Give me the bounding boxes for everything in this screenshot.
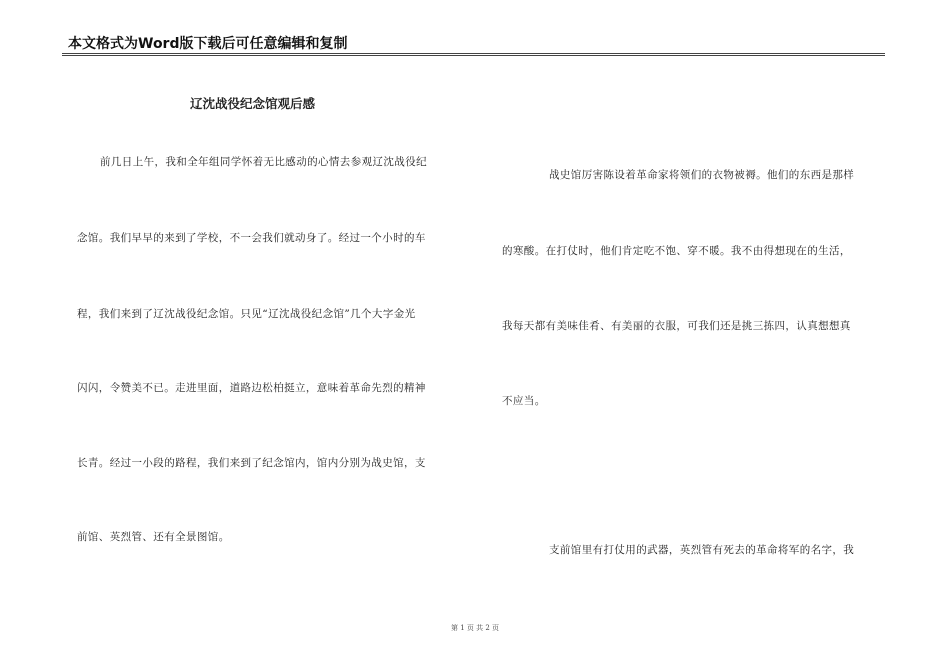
left-paragraph-line: 前馆、英烈管、还有全景图馆。	[77, 531, 230, 543]
left-paragraph-line: 闪闪，令赞美不已。走进里面，道路边松柏挺立，意味着革命先烈的精神	[77, 382, 426, 394]
left-paragraph-line: 前几日上午，我和全年组同学怀着无比感动的心情去参观辽沈战役纪	[100, 156, 427, 168]
header-divider	[62, 53, 885, 56]
right-paragraph-line: 战史馆厉害陈设着革命家将领们的衣物被褥。他们的东西是那样	[549, 169, 855, 181]
left-paragraph-line: 念馆。我们早早的来到了学校，不一会我们就动身了。经过一个小时的车	[77, 232, 426, 244]
left-paragraph-line: 程，我们来到了辽沈战役纪念馆。只见“辽沈战役纪念馆”几个大字金光	[77, 308, 416, 320]
header-title: 本文格式为Word版下载后可任意编辑和复制	[68, 36, 348, 52]
right-paragraph-line: 的寒酸。在打仗时，他们肯定吃不饱、穿不暖。我不由得想现在的生活，	[502, 245, 851, 257]
right-paragraph-line: 支前馆里有打仗用的武器，英烈管有死去的革命将军的名字，我	[549, 544, 855, 556]
page-number: 第 1 页 共 2 页	[450, 624, 500, 632]
right-paragraph-line: 不应当。	[502, 395, 546, 407]
document-title: 辽沈战役纪念馆观后感	[190, 96, 316, 111]
right-paragraph-line: 我每天都有美味佳肴、有美丽的衣服，可我们还是挑三拣四，认真想想真	[502, 320, 851, 332]
left-paragraph-line: 长青。经过一小段的路程，我们来到了纪念馆内，馆内分别为战史馆，支	[77, 457, 426, 469]
